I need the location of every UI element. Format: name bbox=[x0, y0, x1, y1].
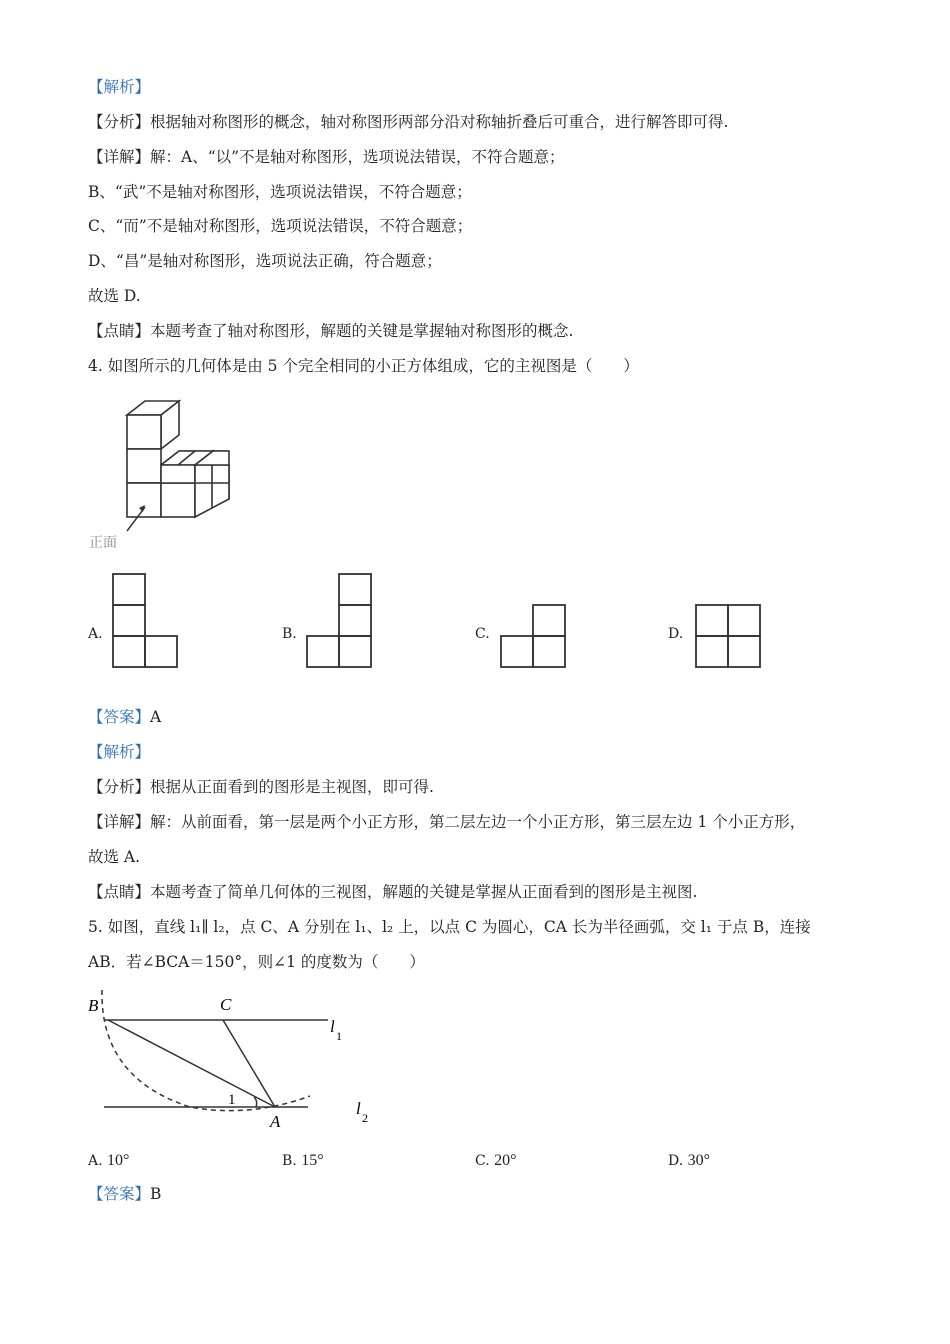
q3-line-b: B、“武”不是轴对称图形，选项说法错误，不符合题意； bbox=[88, 183, 472, 201]
q3-line-d: D、“昌”是轴对称图形，选项说法正确，符合题意； bbox=[88, 252, 442, 270]
q4-choose: 故选 A. bbox=[88, 848, 141, 866]
q3-choose: 故选 D. bbox=[88, 287, 141, 305]
q5-option-a[interactable] bbox=[88, 1152, 129, 1170]
option-letter: B. bbox=[282, 1153, 297, 1169]
q4-analysis bbox=[88, 777, 434, 797]
angle-1-mark bbox=[254, 1097, 257, 1107]
q5-stem-line-1: 5. 如图，直线 l₁∥ l₂，点 C、A 分别在 l₁、l₂ 上，以点 C 为圆心，CA 长为半径画弧，交 l₁ 于点 B，连接 bbox=[88, 918, 811, 936]
q4-option-d-figure[interactable] bbox=[695, 604, 765, 670]
summary-text: 本题考查了简单几何体的三视图，解题的关键是掌握从正面看到的图形是主视图. bbox=[150, 883, 698, 901]
analysis-tag: 【分析】 bbox=[88, 113, 151, 131]
q4-option-c-letter: C. bbox=[475, 626, 490, 642]
q3-analysis bbox=[88, 112, 728, 132]
answer-value: A bbox=[150, 708, 162, 726]
q4-option-a-figure[interactable] bbox=[112, 573, 182, 671]
q3-line-c: C、“而”不是轴对称图形，选项说法错误，不符合题意； bbox=[88, 217, 473, 235]
summary-text: 本题考查了轴对称图形，解题的关键是掌握轴对称图形的概念. bbox=[150, 322, 574, 340]
q4-summary bbox=[88, 882, 697, 902]
option-letter: A. bbox=[88, 1153, 103, 1169]
label-angle-1: 1 bbox=[228, 1092, 236, 1108]
q4-detail bbox=[88, 812, 805, 832]
detail-text: 解：A、“以”不是轴对称图形，选项说法错误，不符合题意； bbox=[150, 148, 565, 166]
summary-tag: 【点睛】 bbox=[88, 322, 151, 340]
label-c: C bbox=[220, 995, 232, 1014]
label-a: A bbox=[270, 1112, 281, 1131]
q4-stem: 4. 如图所示的几何体是由 5 个完全相同的小正方体组成，它的主视图是（ ） bbox=[88, 357, 639, 375]
label-l1: l bbox=[330, 1017, 335, 1036]
q5-geometry-figure bbox=[80, 988, 390, 1133]
analysis-text: 根据轴对称图形的概念，轴对称图形两部分沿对称轴折叠后可重合，进行解答即可得. bbox=[150, 113, 729, 131]
q3-detail bbox=[88, 147, 565, 167]
q4-option-b-letter: B. bbox=[282, 626, 297, 642]
answer-tag: 【答案】 bbox=[88, 1185, 151, 1203]
q4-option-a-letter: A. bbox=[88, 626, 103, 642]
option-value: 20° bbox=[494, 1152, 517, 1169]
detail-tag: 【详解】 bbox=[88, 148, 151, 166]
label-b: B bbox=[88, 996, 99, 1015]
detail-text: 解：从前面看，第一层是两个小正方形，第二层左边一个小正方形，第三层左边 1 个小正方形， bbox=[150, 813, 806, 831]
answer-value: B bbox=[150, 1185, 162, 1203]
q4-option-d-letter: D. bbox=[668, 626, 684, 642]
segment-ab bbox=[108, 1020, 275, 1107]
q5-option-c[interactable] bbox=[475, 1152, 517, 1170]
answer-tag: 【答案】 bbox=[88, 708, 151, 726]
option-letter: D. bbox=[668, 1153, 684, 1169]
option-value: 10° bbox=[107, 1152, 130, 1169]
detail-tag: 【详解】 bbox=[88, 813, 151, 831]
q5-option-b[interactable] bbox=[282, 1152, 324, 1170]
q4-option-b-figure[interactable] bbox=[306, 573, 376, 671]
label-l2-sub: 2 bbox=[362, 1111, 368, 1125]
q3-summary bbox=[88, 321, 573, 341]
q5-stem-line-2: AB．若∠BCA＝150°，则∠1 的度数为（ ） bbox=[88, 953, 425, 971]
analysis-tag: 【分析】 bbox=[88, 778, 151, 796]
q4-solid-figure bbox=[85, 395, 245, 555]
q4-jiexi-heading: 【解析】 bbox=[88, 743, 151, 761]
q4-option-c-figure[interactable] bbox=[500, 604, 570, 670]
analysis-text: 根据从正面看到的图形是主视图，即可得. bbox=[150, 778, 434, 796]
option-letter: C. bbox=[475, 1153, 490, 1169]
q5-option-d[interactable] bbox=[668, 1152, 710, 1170]
jiexi-heading: 【解析】 bbox=[88, 78, 151, 96]
q5-answer bbox=[88, 1184, 161, 1204]
summary-tag: 【点睛】 bbox=[88, 883, 151, 901]
label-l2: l bbox=[356, 1099, 361, 1118]
q4-answer bbox=[88, 707, 161, 727]
front-label: 正面 bbox=[89, 536, 117, 551]
arc bbox=[102, 990, 310, 1111]
option-value: 15° bbox=[301, 1152, 324, 1169]
label-l1-sub: 1 bbox=[336, 1029, 342, 1043]
option-value: 30° bbox=[687, 1152, 711, 1169]
